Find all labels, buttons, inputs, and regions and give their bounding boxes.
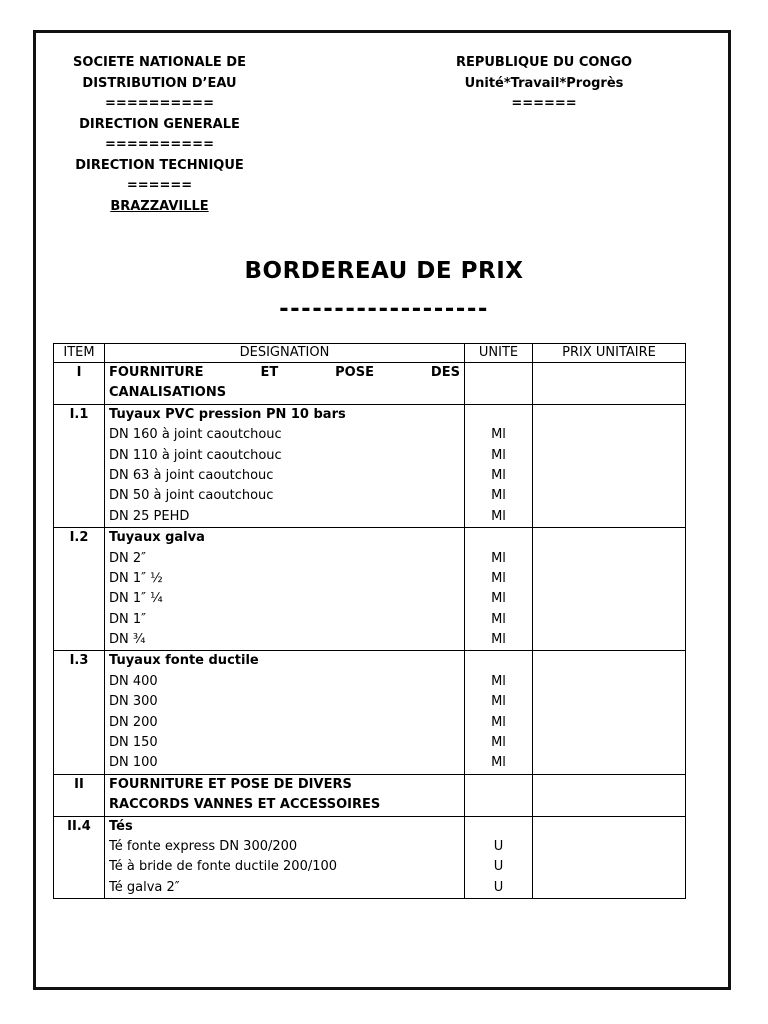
line-item: DN ¾ <box>109 632 146 648</box>
price-cell <box>533 363 686 405</box>
unit-value: Ml <box>491 632 506 648</box>
unit-cell <box>465 774 533 816</box>
unit-cell <box>465 651 533 774</box>
direction-generale: DIRECTION GENERALE <box>79 116 240 132</box>
table-row <box>54 528 686 651</box>
line-item: DN 25 PEHD <box>109 508 190 524</box>
price-table <box>53 343 686 899</box>
company-name-line-2: DISTRIBUTION D’EAU <box>82 75 237 91</box>
line-item: DN 160 à joint caoutchouc <box>109 427 282 443</box>
line-item: DN 50 à joint caoutchouc <box>109 488 274 504</box>
item-cell <box>54 363 105 405</box>
item-number: II <box>74 776 84 792</box>
line-item: DN 100 <box>109 755 158 771</box>
unit-value: Ml <box>491 570 506 586</box>
company-name-line-1: SOCIETE NATIONALE DE <box>73 55 246 70</box>
column-header-unit: UNITE <box>465 344 533 363</box>
section-heading-line-2: RACCORDS VANNES ET ACCESSOIRES <box>109 797 381 813</box>
section-heading <box>109 363 460 383</box>
price-cell <box>533 404 686 527</box>
heading-word: DES <box>430 365 460 380</box>
unit-value: Ml <box>491 488 506 504</box>
separator: ========== <box>105 137 214 152</box>
line-item: DN 200 <box>109 714 158 730</box>
issuer-header <box>62 53 257 217</box>
separator: ====== <box>511 96 577 111</box>
line-item: Té fonte express DN 300/200 <box>109 838 298 854</box>
item-cell <box>54 816 105 899</box>
table-row <box>54 774 686 816</box>
unit-cell <box>465 404 533 527</box>
unit-value: Ml <box>491 550 506 566</box>
line-item: DN 1″ <box>109 611 146 627</box>
unit-value: Ml <box>491 714 506 730</box>
unit-value: Ml <box>491 447 506 463</box>
unit-value: Ml <box>491 755 506 771</box>
group-heading: Tuyaux PVC pression PN 10 bars <box>109 406 346 422</box>
unit-value: Ml <box>491 427 506 443</box>
unit-cell <box>465 363 533 405</box>
group-heading: Tuyaux fonte ductile <box>109 653 259 669</box>
line-item: DN 110 à joint caoutchouc <box>109 447 282 463</box>
section-heading-line-2: CANALISATIONS <box>109 385 227 401</box>
price-cell <box>533 528 686 651</box>
document-title: BORDEREAU DE PRIX <box>244 258 524 284</box>
group-heading: Tuyaux galva <box>109 530 205 546</box>
designation-cell <box>105 651 465 774</box>
designation-cell <box>105 528 465 651</box>
city: BRAZZAVILLE <box>110 198 209 214</box>
item-cell <box>54 651 105 774</box>
unit-value: Ml <box>491 467 506 483</box>
column-header-designation: DESIGNATION <box>105 344 465 363</box>
item-cell <box>54 404 105 527</box>
item-number: I.3 <box>69 653 89 669</box>
heading-word: POSE <box>335 365 374 380</box>
line-item: Té galva 2″ <box>109 879 180 895</box>
unit-value: Ml <box>491 591 506 607</box>
table-header-row <box>54 344 686 363</box>
unit-value: U <box>493 859 504 875</box>
item-cell <box>54 528 105 651</box>
line-item: DN 63 à joint caoutchouc <box>109 467 274 483</box>
unit-cell <box>465 528 533 651</box>
item-number: I.1 <box>69 406 89 422</box>
designation-cell <box>105 404 465 527</box>
direction-technique: DIRECTION TECHNIQUE <box>75 157 244 173</box>
unit-value: Ml <box>491 694 506 710</box>
designation-cell <box>105 774 465 816</box>
unit-value: U <box>493 838 504 854</box>
country-motto: Unité*Travail*Progrès <box>464 75 624 91</box>
price-cell <box>533 816 686 899</box>
group-heading: Tés <box>109 818 133 834</box>
section-heading: FOURNITURE ET POSE DE DIVERS <box>109 776 352 792</box>
title-underline: ------------------- <box>279 296 489 322</box>
table-row <box>54 404 686 527</box>
unit-value: Ml <box>491 611 506 627</box>
price-cell <box>533 651 686 774</box>
line-item: DN 400 <box>109 673 158 689</box>
line-item: DN 300 <box>109 694 158 710</box>
item-number: I <box>76 365 82 380</box>
item-number: I.2 <box>69 530 89 546</box>
table-row <box>54 651 686 774</box>
line-item: DN 1″ ½ <box>109 570 163 586</box>
line-item: Té à bride de fonte ductile 200/100 <box>109 859 338 875</box>
heading-word: FOURNITURE <box>109 365 204 380</box>
country-name: REPUBLIQUE DU CONGO <box>455 55 633 70</box>
unit-value: Ml <box>491 735 506 751</box>
item-number: II.4 <box>67 818 91 834</box>
table-row <box>54 816 686 899</box>
designation-cell <box>105 816 465 899</box>
unit-value: Ml <box>491 673 506 689</box>
separator: ====== <box>126 178 193 193</box>
item-cell <box>54 774 105 816</box>
table-row <box>54 363 686 405</box>
line-item: DN 1″ ¼ <box>109 591 163 607</box>
separator: ========== <box>105 96 214 111</box>
unit-value: U <box>493 879 504 895</box>
column-header-unit-price: PRIX UNITAIRE <box>533 344 686 363</box>
country-header <box>444 53 644 115</box>
column-header-item: ITEM <box>54 344 105 363</box>
line-item: DN 150 <box>109 735 158 751</box>
unit-cell <box>465 816 533 899</box>
unit-value: Ml <box>491 508 506 524</box>
line-item: DN 2″ <box>109 550 146 566</box>
price-cell <box>533 774 686 816</box>
designation-cell <box>105 363 465 405</box>
heading-word: ET <box>260 365 279 380</box>
